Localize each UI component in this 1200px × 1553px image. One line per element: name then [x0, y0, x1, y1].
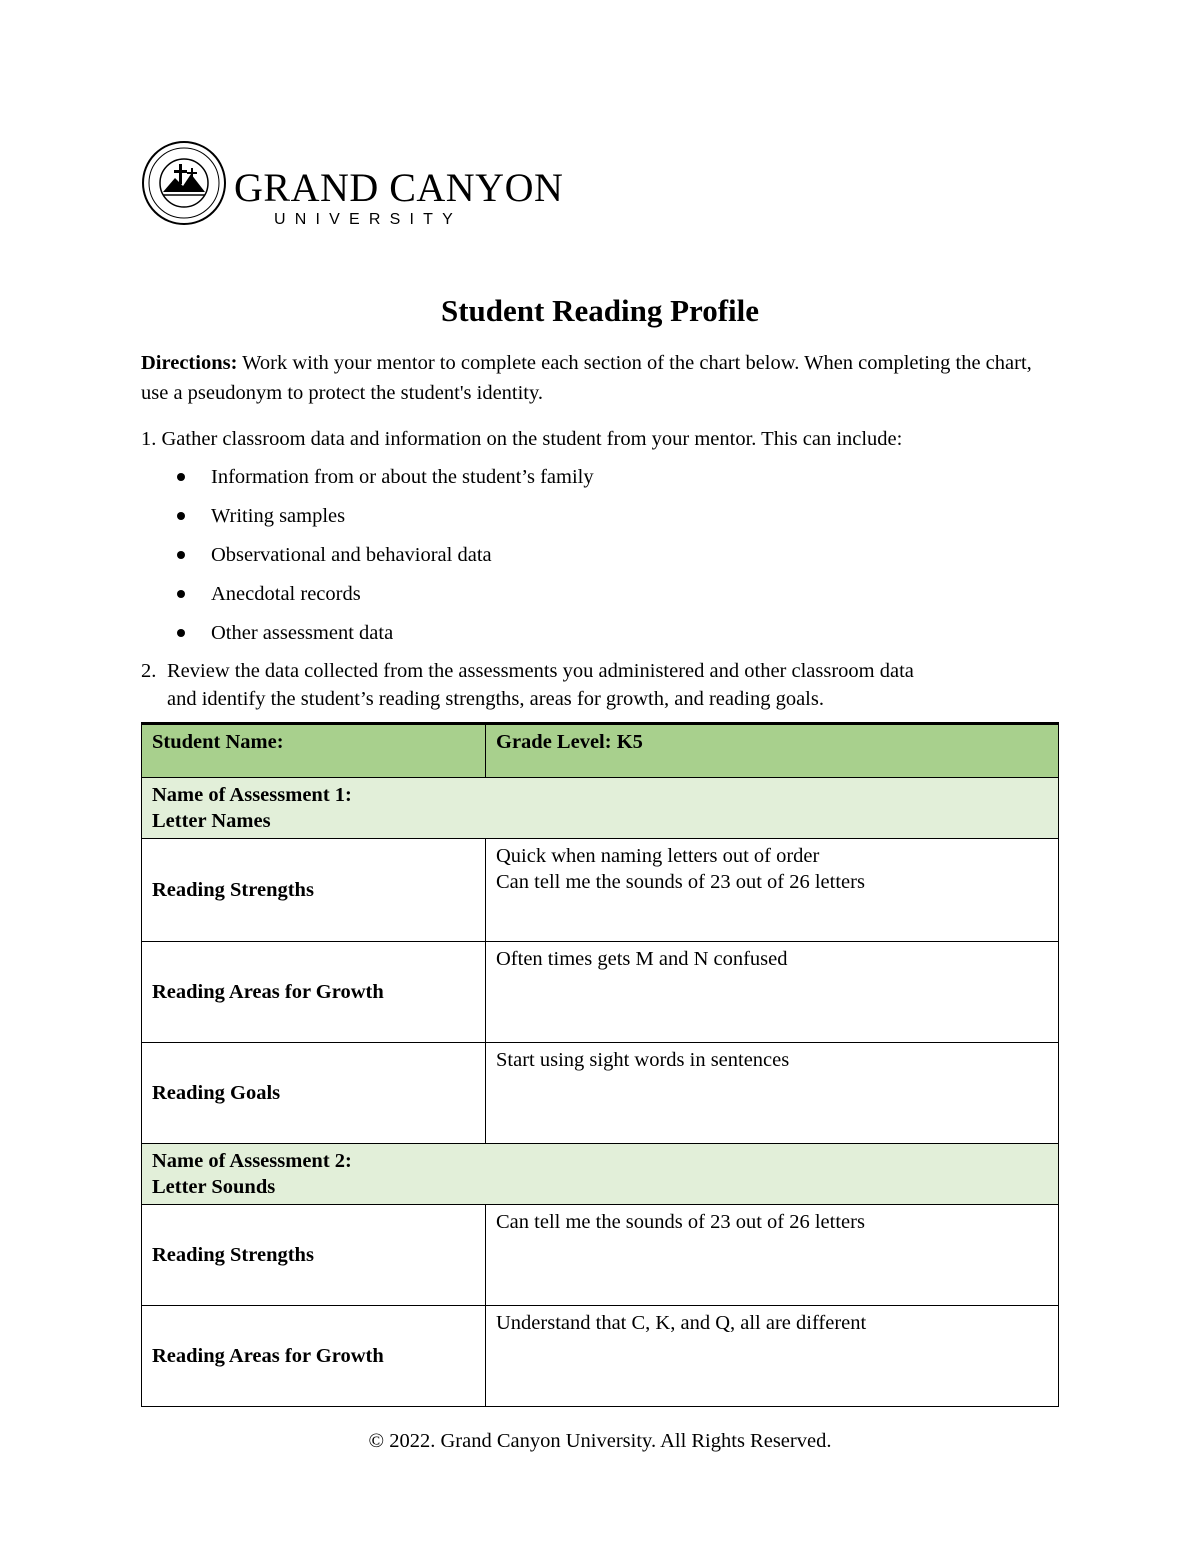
step-2-number: 2.: [141, 660, 157, 682]
assessment-1-row: [142, 778, 1059, 839]
assessment-2-label: Name of Assessment 2:: [152, 1150, 352, 1172]
step-2-line-1: Review the data collected from the assessments you administered and other classroom data: [167, 660, 914, 682]
page-title: Student Reading Profile: [440, 293, 760, 328]
reading-profile-table: [141, 722, 1059, 1407]
assessment-2-row: [142, 1144, 1059, 1205]
university-seal-icon: [141, 140, 227, 226]
bullet-icon: [177, 629, 185, 637]
reading-strengths-label: Reading Strengths: [142, 839, 486, 942]
reading-strengths-value[interactable]: Quick when naming letters out of order Can tell me the sounds of 23 out of 26 letters: [486, 839, 1059, 942]
reading-growth-label: Reading Areas for Growth: [142, 1306, 486, 1407]
data-types-list: [141, 462, 1041, 657]
logo-line-1: GRAND CANYON: [234, 165, 564, 210]
table-row: [142, 1306, 1059, 1407]
bullet-icon: [177, 551, 185, 559]
step-1-text: 1. Gather classroom data and information on the student from your mentor. This can include:: [141, 428, 903, 450]
directions-text: Work with your mentor to complete each section of the chart below. When completing the chart, use a pseudonym to protect the student's identity.: [141, 352, 1032, 404]
reading-growth-value[interactable]: Understand that C, K, and Q, all are different: [486, 1306, 1059, 1407]
reading-strengths-label: Reading Strengths: [142, 1205, 486, 1306]
assessment-1-label: Name of Assessment 1:: [152, 784, 352, 806]
table-row: [142, 839, 1059, 942]
reading-growth-label: Reading Areas for Growth: [142, 942, 486, 1043]
directions-label: Directions:: [141, 352, 238, 374]
assessment-2-name: Letter Sounds: [152, 1176, 276, 1198]
grade-level-cell[interactable]: Grade Level: K5: [486, 724, 1059, 778]
table-row: [142, 1043, 1059, 1144]
reading-goals-label: Reading Goals: [142, 1043, 486, 1144]
logo-line-2: UNIVERSITY: [274, 211, 463, 228]
list-item: Information from or about the student’s family: [141, 462, 1041, 501]
list-item: Writing samples: [141, 501, 1041, 540]
list-item: Observational and behavioral data: [141, 540, 1041, 579]
table-row: [142, 942, 1059, 1043]
student-name-cell[interactable]: Student Name:: [142, 724, 486, 778]
step-2-text: [141, 657, 1041, 713]
list-item: Anecdotal records: [141, 579, 1041, 618]
assessment-1-name: Letter Names: [152, 810, 271, 832]
bullet-icon: [177, 473, 185, 481]
assessment-1-cell[interactable]: [142, 778, 1059, 839]
reading-strengths-value[interactable]: Can tell me the sounds of 23 out of 26 letters: [486, 1205, 1059, 1306]
directions: [141, 348, 1041, 408]
table-header-row: [142, 724, 1059, 778]
bullet-icon: [177, 590, 185, 598]
copyright-footer: © 2022. Grand Canyon University. All Rights Reserved.: [368, 1430, 832, 1452]
reading-goals-value[interactable]: Start using sight words in sentences: [486, 1043, 1059, 1144]
bullet-icon: [177, 512, 185, 520]
reading-growth-value[interactable]: Often times gets M and N confused: [486, 942, 1059, 1043]
assessment-2-cell[interactable]: [142, 1144, 1059, 1205]
step-2-line-2: and identify the student’s reading strengths, areas for growth, and reading goals.: [167, 688, 824, 710]
list-item: Other assessment data: [141, 618, 1041, 657]
table-row: [142, 1205, 1059, 1306]
university-logo: [141, 140, 564, 230]
